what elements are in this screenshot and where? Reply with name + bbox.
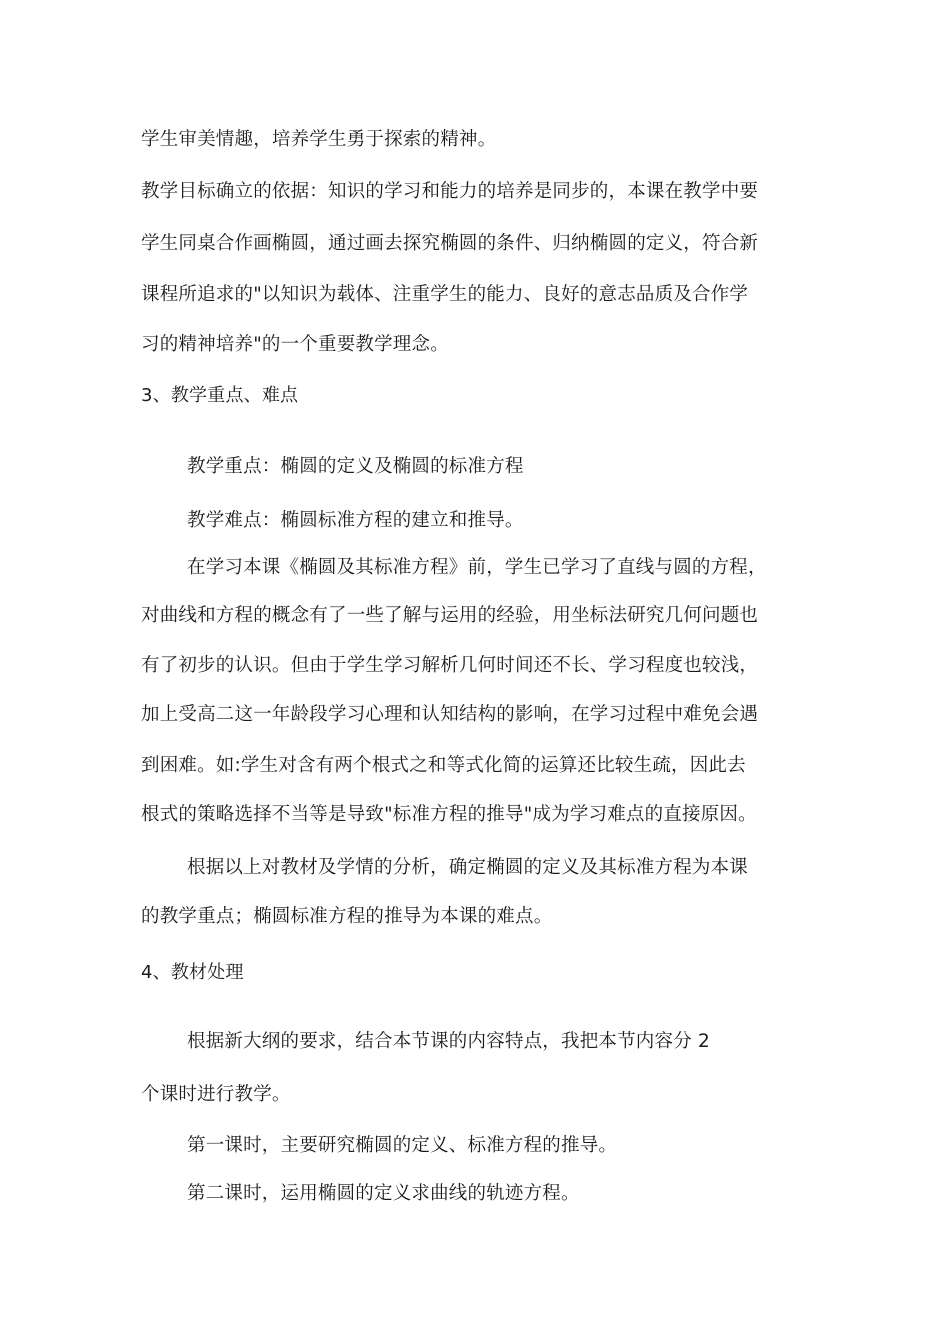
paragraph-line: 的教学重点；椭圆标准方程的推导为本课的难点。 bbox=[141, 906, 553, 927]
section-heading: 3、教学重点、难点 bbox=[141, 385, 299, 406]
paragraph-line: 根据新大纲的要求，结合本节课的内容特点，我把本节内容分 2 bbox=[187, 1031, 710, 1052]
paragraph-line: 在学习本课《椭圆及其标准方程》前，学生已学习了直线与圆的方程， bbox=[187, 557, 767, 578]
paragraph-line: 根据以上对教材及学情的分析，确定椭圆的定义及其标准方程为本课 bbox=[187, 857, 749, 878]
paragraph-line: 对曲线和方程的概念有了一些了解与运用的经验，用坐标法研究几何问题也 bbox=[141, 605, 759, 626]
key-point-line: 教学重点：椭圆的定义及椭圆的标准方程 bbox=[187, 456, 524, 477]
paragraph-line: 教学目标确立的依据：知识的学习和能力的培养是同步的，本课在教学中要 bbox=[141, 181, 759, 202]
paragraph-line: 有了初步的认识。但由于学生学习解析几何时间还不长、学习程度也较浅， bbox=[141, 655, 759, 676]
paragraph-line: 个课时进行教学。 bbox=[141, 1084, 291, 1105]
paragraph-line: 加上受高二这一年龄段学习心理和认知结构的影响，在学习过程中难免会遇 bbox=[141, 704, 759, 725]
paragraph-line: 课程所追求的"以知识为载体、注重学生的能力、良好的意志品质及合作学 bbox=[141, 284, 749, 305]
paragraph-line: 学生审美情趣，培养学生勇于探索的精神。 bbox=[141, 129, 497, 150]
section-heading: 4、教材处理 bbox=[141, 962, 244, 983]
paragraph-line: 学生同桌合作画椭圆，通过画去探究椭圆的条件、归纳椭圆的定义，符合新 bbox=[141, 233, 759, 254]
difficulty-line: 教学难点：椭圆标准方程的建立和推导。 bbox=[187, 510, 524, 531]
paragraph-line: 习的精神培养"的一个重要教学理念。 bbox=[141, 334, 449, 355]
paragraph-line: 到困难。如:学生对含有两个根式之和等式化简的运算还比较生疏，因此去 bbox=[141, 755, 746, 776]
paragraph-line: 第一课时，主要研究椭圆的定义、标准方程的推导。 bbox=[187, 1135, 618, 1156]
paragraph-line: 根式的策略选择不当等是导致"标准方程的推导"成为学习难点的直接原因。 bbox=[141, 804, 757, 825]
paragraph-line: 第二课时，运用椭圆的定义求曲线的轨迹方程。 bbox=[187, 1183, 580, 1204]
